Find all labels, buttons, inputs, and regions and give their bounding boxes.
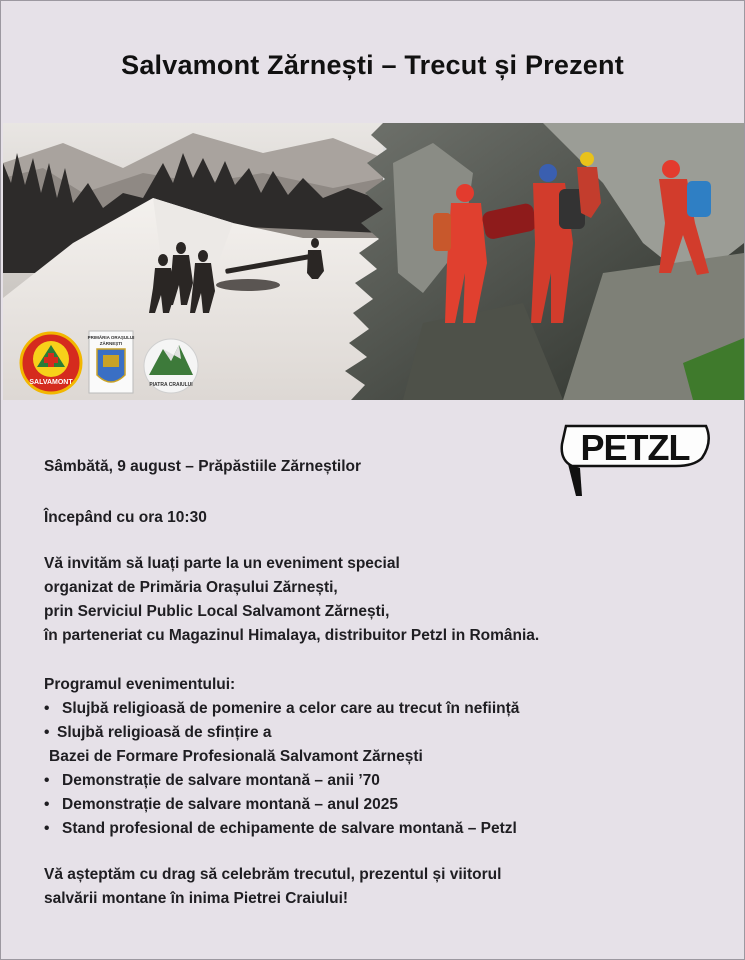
salvamont-logo xyxy=(21,333,81,393)
program-item: • Demonstrație de salvare montană – anii ’70 xyxy=(44,772,380,789)
event-start-time: Începând cu ora 10:30 xyxy=(44,509,207,526)
program-item-continuation: Bazei de Formare Profesională Salvamont Zărnești xyxy=(49,748,423,765)
bullet-icon: • xyxy=(44,700,50,717)
event-date-location: Sâmbătă, 9 august – Prăpăstiile Zărneștilor xyxy=(44,458,362,475)
program-item: • Demonstrație de salvare montană – anul 2025 xyxy=(44,796,398,813)
bullet-icon: • xyxy=(44,820,50,837)
piatra-craiului-logo xyxy=(144,339,198,393)
petzl-logo xyxy=(556,420,714,498)
program-heading: Programul evenimentului: xyxy=(44,676,236,693)
bullet-icon: • xyxy=(44,796,50,813)
invite-line: Vă invităm să luați parte la un eveniment special xyxy=(44,555,400,572)
vintage-rescue-photo xyxy=(3,123,383,400)
modern-rescue-photo xyxy=(345,123,744,400)
svg-text:ZĂRNEȘTI: ZĂRNEȘTI xyxy=(99,341,123,346)
hero-photo-collage xyxy=(3,123,744,400)
program-item: • Stand profesional de echipamente de salvare montană – Petzl xyxy=(44,820,517,837)
invite-line: prin Serviciul Public Local Salvamont Zărnești, xyxy=(44,603,390,620)
svg-text:PRIMĂRIA ORAȘULUI: PRIMĂRIA ORAȘULUI xyxy=(87,335,135,340)
closing-line: Vă așteptăm cu drag să celebrăm trecutul, prezentul și viitorul xyxy=(44,866,502,883)
program-item: • Slujbă religioasă de sfințire a xyxy=(44,724,272,741)
invite-line: în parteneriat cu Magazinul Himalaya, distribuitor Petzl in România. xyxy=(44,627,540,644)
svg-text:PIATRA CRAIULUI: PIATRA CRAIULUI xyxy=(149,382,193,388)
bullet-icon: • xyxy=(44,724,50,741)
invite-line: organizat de Primăria Orașului Zărnești, xyxy=(44,579,338,596)
poster-title: Salvamont Zărnești – Trecut și Prezent xyxy=(121,50,624,80)
primaria-zarnesti-logo xyxy=(88,331,135,393)
svg-text:PETZL: PETZL xyxy=(580,427,690,468)
bullet-icon: • xyxy=(44,772,50,789)
svg-text:SALVAMONT: SALVAMONT xyxy=(29,379,73,386)
program-item: • Slujbă religioasă de pomenire a celor care au trecut în neființă xyxy=(44,700,520,717)
closing-line: salvării montane în inima Pietrei Craiului! xyxy=(44,890,349,907)
